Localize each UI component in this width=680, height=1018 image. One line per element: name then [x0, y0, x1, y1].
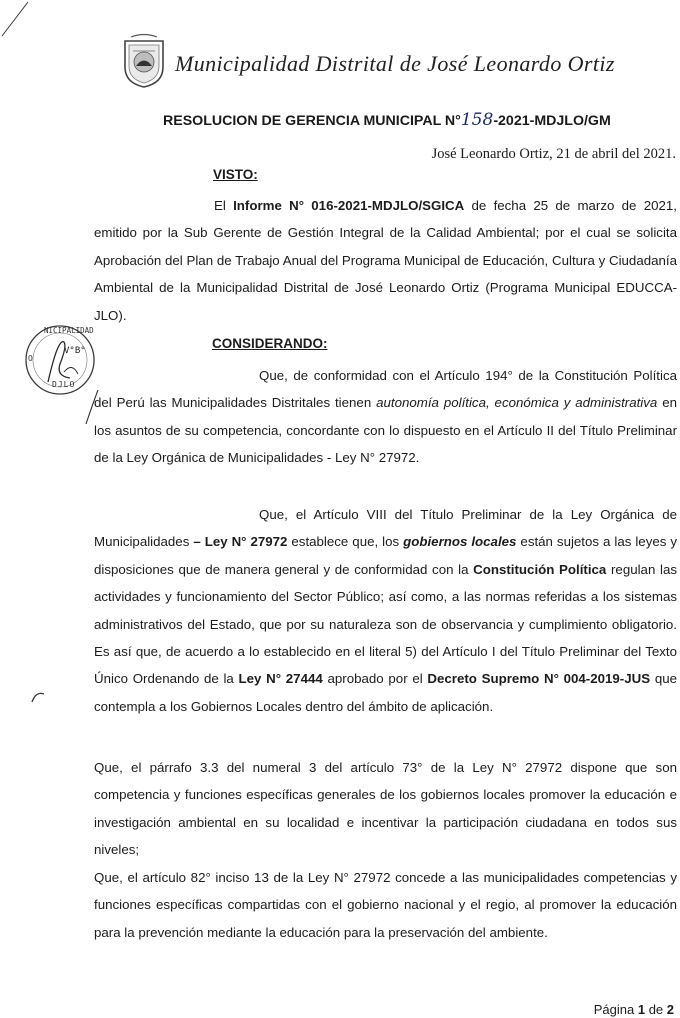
visto-paragraph: El Informe N° 016-2021-MDJLO/SGICA de fecha 25 de marzo de 2021, emitido por la Sub Gerente de Gestión Integral de la Calidad Ambiental; por el cual se solicita Aprobación del Plan de Trabajo Anual del Programa Municipal de Educación, Cultura y Ciudadanía Ambiental de la Municipalidad Distrital de José Leonardo Ortiz (Programa Municipal EDUCCA-JLO).: [94, 198, 677, 323]
considerando-paragraph-3: Que, el párrafo 3.3 del numeral 3 del artículo 73° de la Ley N° 27972 dispone que son competencia y funciones específicas generales de los gobiernos locales promover la educación e investigación ambiental en su localidad e incentivar la participación ciudadana en todos sus niveles;: [94, 760, 677, 858]
page-number: Página 1 de 2: [593, 1002, 674, 1017]
municipality-title: Municipalidad Distrital de José Leonardo Ortiz: [175, 51, 615, 76]
date-line: José Leonardo Ortiz, 21 de abril del 2021.: [431, 146, 676, 162]
considerando-paragraph-4: Que, el artículo 82° inciso 13 de la Ley N° 27972 concede a las municipalidades competencias y funciones específicas compartidas con el gobierno nacional y el regio, al promover la educación para la prevención mediante la educación para la preservación del ambiente.: [94, 870, 677, 940]
margin-scribble: [30, 688, 50, 708]
logo-crest: [121, 33, 167, 89]
considerando-paragraph-2: Que, el Artículo VIII del Título Preliminar de la Ley Orgánica de Municipalidades – Ley N° 27972 establece que, los gobiernos locales están sujetos a las leyes y disposiciones que de manera general y de conformidad con la Constitución Política regulan las actividades y funcionamiento del Sector Público; así como, a las normas referidas a los sistemas administrativos del Estado, que por su naturaleza son de observancia y cumplimiento obligatorio. Es así que, de acuerdo a lo establecido en el literal 5) del Artículo I del Título Preliminar del Texto Único Ordenando de la Ley N° 27444 aprobado por el Decreto Supremo N° 004-2019-JUS que contempla a los Gobiernos Locales dentro del ámbito de aplicación.: [94, 507, 678, 714]
pen-mark: [82, 388, 102, 428]
resolution-prefix: RESOLUCION DE GERENCIA MUNICIPAL N°: [163, 113, 461, 129]
stamp-bottom-text: DJLO: [52, 380, 76, 389]
informe-reference: Informe N° 016-2021-MDJLO/SGICA: [233, 198, 465, 213]
visto-heading: VISTO:: [213, 167, 258, 182]
stamp-top-text: NICIPALIDAD: [44, 326, 94, 335]
considerando-paragraph-1: Que, de conformidad con el Artículo 194° de la Constitución Política del Perú las Municipalidades Distritales tienen autonomía política, económica y administrativa en los asuntos de su competencia, concordante con lo dispuesto en el Artículo II del Título Preliminar de la Ley Orgánica de Municipalidades - Ley N° 27972.: [94, 368, 677, 466]
stamp-vb-text: V°B°: [64, 346, 86, 356]
resolution-suffix: -2021-MDJLO/GM: [493, 113, 611, 129]
considerando-heading: CONSIDERANDO:: [212, 336, 328, 351]
municipal-coat-of-arms-icon: [121, 33, 167, 89]
handwritten-resolution-number: 158: [460, 110, 494, 130]
scan-edge-mark: [0, 0, 40, 50]
stamp-left-text: O: [28, 354, 33, 363]
resolution-heading: [163, 110, 611, 130]
